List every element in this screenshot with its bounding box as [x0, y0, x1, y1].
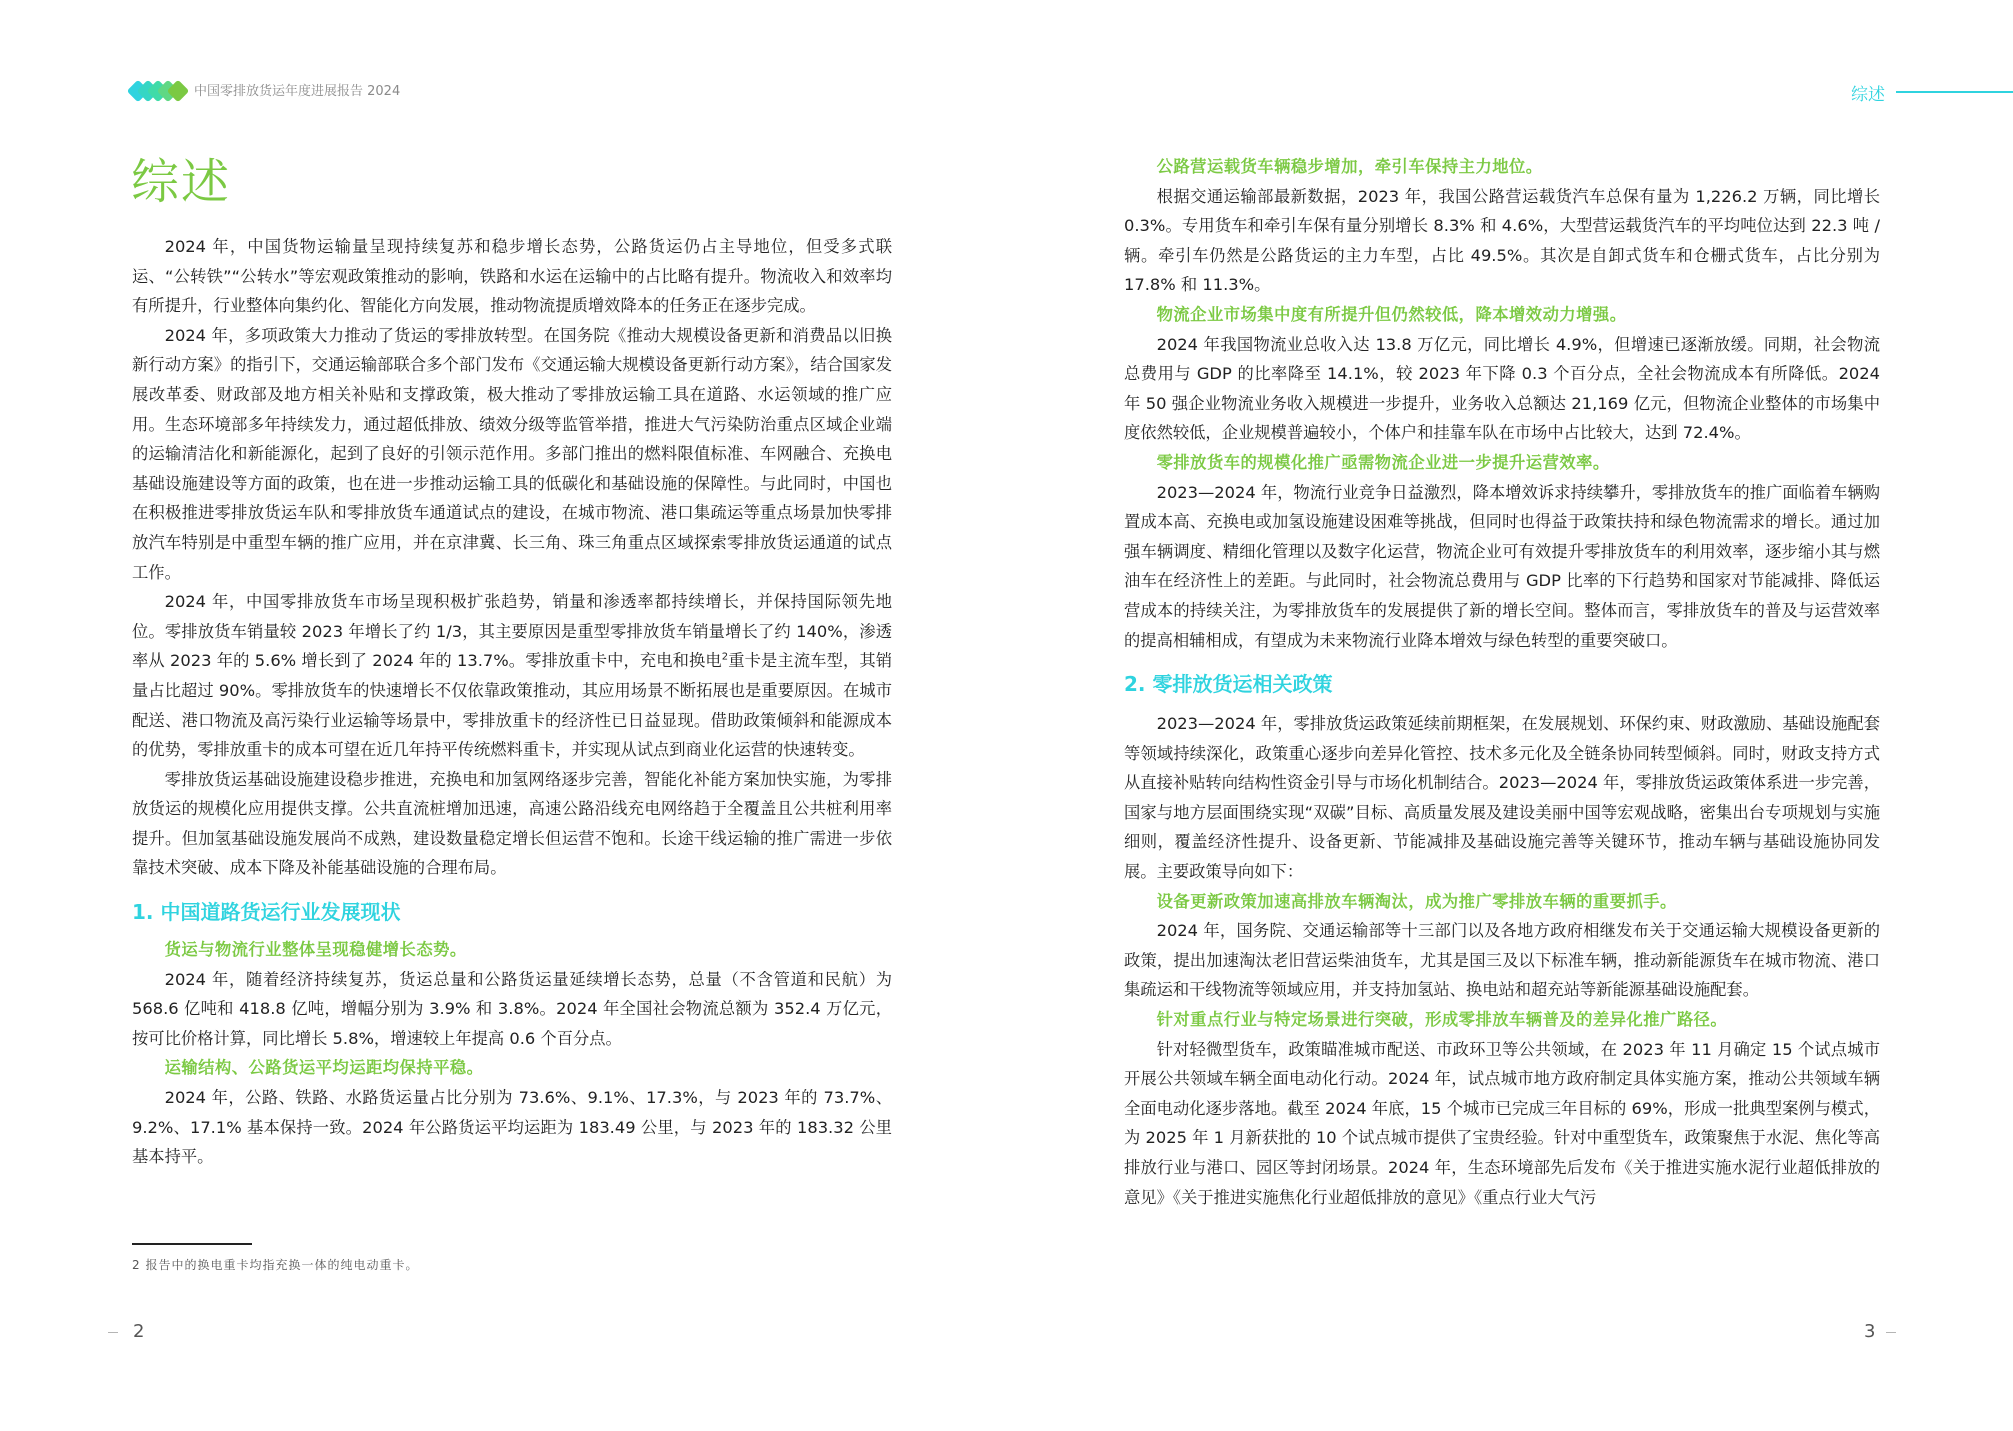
footnote: 2 报告中的换电重卡均指充换一体的纯电动重卡。 — [132, 1258, 419, 1272]
paragraph: 2024 年，公路、铁路、水路货运量占比分别为 73.6%、9.1%、17.3%，与 2023 年的 73.7%、9.2%、17.1% 基本保持一致。2024 年公路货运平均运距为 183.49 公里，与 2023 年的 183.32 公里基本持平。 — [132, 1088, 892, 1167]
page-number-dash — [1886, 1332, 1896, 1333]
paragraph-text: 重卡是主流车型，其销量占比超过 90%。零排放货车的快速增长不仅依靠政策推动，其应用场景不断拓展也是重要原因。在城市配送、港口物流及高污染行业运输等场景中，零排放重卡的经济性已日益显现。借助政策倾斜和能源成本的优势，零排放重卡的成本可望在近几年持平传统燃料重卡，并实现从试点到商业化运营的快速转变。 — [132, 651, 892, 760]
left-column — [132, 232, 892, 1172]
page-number-dash — [108, 1332, 118, 1333]
paragraph: 根据交通运输部最新数据，2023 年，我国公路营运载货汽车总保有量为 1,226.2 万辆，同比增长 0.3%。专用货车和牵引车保有量分别增长 8.3% 和 4.6%，大型营运载货汽车的平均吨位达到 22.3 吨 / 辆。牵引车仍然是公路货运的主力车型，占比 49.5%。其次是自卸式货车和仓栅式货车，占比分别为 17.8% 和 11.3%。 — [1124, 186, 1880, 295]
paragraph: 2024 年，随着经济持续复苏，货运总量和公路货运量延续增长态势，总量（不含管道和民航）为 568.6 亿吨和 418.8 亿吨，增幅分别为 3.9% 和 3.8%。2024 年全国社会物流总额为 352.4 万亿元，按可比价格计算，同比增长 5.8%，增速较上年提高 0.6 个百分点。 — [132, 969, 892, 1048]
subheading: 公路营运载货车辆稳步增加，牵引车保持主力地位。 — [1156, 157, 1543, 176]
paragraph: 2023—2024 年，物流行业竞争日益激烈，降本增效诉求持续攀升，零排放货车的推广面临着车辆购置成本高、充换电或加氢设施建设困难等挑战，但同时也得益于政策扶持和绿色物流需求的增长。通过加强车辆调度、精细化管理以及数字化运营，物流企业可有效提升零排放货车的利用效率，逐步缩小其与燃油车在经济性上的差距。与此同时，社会物流总费用与 GDP 比率的下行趋势和国家对节能减排、降低运营成本的持续关注，为零排放货车的发展提供了新的增长空间。整体而言，零排放货车的普及与运营效率的提高相辅相成，有望成为未来物流行业降本增效与绿色转型的重要突破口。 — [1124, 482, 1880, 650]
subheading: 零排放货车的规模化推广亟需物流企业进一步提升运营效率。 — [1156, 452, 1610, 472]
paragraph-text: 2024 年，中国零排放货车市场呈现积极扩张趋势，销量和渗透率都持续增长，并保持国际领先地位。零排放货车销量较 2023 年增长了约 1/3，其主要原因是重型零排放货车销量增长了约 140%，渗透率从 2023 年的 5.6% 增长到了 2024 年的 13.7%。零排放重卡中，充电和换电 — [132, 592, 892, 671]
paragraph: 2024 年，中国货物运输量呈现持续复苏和稳步增长态势，公路货运仍占主导地位，但受多式联运、“公转铁”“公转水”等宏观政策推动的影响，铁路和水运在运输中的占比略有提升。物流收入和效率均有所提升，行业整体向集约化、智能化方向发展，推动物流提质增效降本的任务正在逐步完成。 — [132, 237, 892, 316]
paragraph: 2024 年我国物流业总收入达 13.8 万亿元，同比增长 4.9%，但增速已逐渐放缓。同期，社会物流总费用与 GDP 的比率降至 14.1%，较 2023 年下降 0.3 个百分点，全社会物流成本有所降低。2024 年 50 强企业物流业务收入规模进一步提升，业务收入总额达 21,169 亿元，但物流企业整体的市场集中度依然较低，企业规模普遍较小，个体户和挂靠车队在市场中占比较大，达到 72.4%。 — [1124, 334, 1880, 443]
footnote-divider — [132, 1243, 252, 1245]
paragraph — [132, 587, 892, 765]
section-heading: 1. 中国道路货运行业发展现状 — [132, 900, 401, 925]
header-rule — [1896, 91, 2013, 93]
subheading: 货运与物流行业整体呈现稳健增长态势。 — [164, 940, 467, 960]
left-page — [0, 0, 1006, 1431]
report-title: 中国零排放货运年度进展报告 2024 — [194, 84, 401, 99]
subheading: 运输结构、公路货运平均运距均保持平稳。 — [164, 1058, 484, 1078]
page-number: 2 — [133, 1321, 145, 1342]
report-logo-icon — [130, 83, 190, 99]
right-column — [1124, 152, 1880, 1212]
section-label: 综述 — [1851, 85, 1885, 105]
subheading: 设备更新政策加速高排放车辆淘汰，成为推广零排放车辆的重要抓手。 — [1156, 891, 1677, 911]
footnote-mark: 2 — [721, 651, 729, 663]
paragraph: 2024 年，多项政策大力推动了货运的零排放转型。在国务院《推动大规模设备更新和消费品以旧换新行动方案》的指引下，交通运输部联合多个部门发布《交通运输大规模设备更新行动方案》，结合国家发展改革委、财政部及地方相关补贴和支撑政策，极大推动了零排放运输工具在道路、水运领域的推广应用。生态环境部多年持续发力，通过超低排放、绩效分级等监管举措，推进大气污染防治重点区域企业端的运输清洁化和新能源化，起到了良好的引领示范作用。多部门推出的燃料限值标准、车网融合、充换电基础设施建设等方面的政策，也在进一步推动运输工具的低碳化和基础设施的保障性。与此同时，中国也在积极推进零排放货运车队和零排放货车通道试点的建设，在城市物流、港口集疏运等重点场景加快零排放汽车特别是中重型车辆的推广应用，并在京津冀、长三角、珠三角重点区域探索零排放货运通道的试点工作。 — [132, 325, 892, 582]
paragraph: 2023—2024 年，零排放货运政策延续前期框架，在发展规划、环保约束、财政激励、基础设施配套等领域持续深化，政策重心逐步向差异化管控、技术多元化及全链条协同转型倾斜。同时，财政支持方式从直接补贴转向结构性资金引导与市场化机制结合。2023—2024 年，零排放货运政策体系进一步完善，国家与地方层面围绕实现“双碳”目标、高质量发展及建设美丽中国等宏观战略，密集出台专项规划与实施细则，覆盖经济性提升、设备更新、节能减排及基础设施完善等关键环节，推动车辆与基础设施协同发展。主要政策导向如下： — [1124, 714, 1880, 882]
section-heading: 2. 零排放货运相关政策 — [1124, 672, 1333, 697]
subheading: 物流企业市场集中度有所提升但仍然较低，降本增效动力增强。 — [1156, 304, 1627, 324]
page-title: 综述 — [131, 154, 232, 210]
subheading: 针对重点行业与特定场景进行突破，形成零排放车辆普及的差异化推广路径。 — [1156, 1010, 1728, 1030]
paragraph: 零排放货运基础设施建设稳步推进，充换电和加氢网络逐步完善，智能化补能方案加快实施，为零排放货运的规模化应用提供支撑。公共直流桩增加迅速，高速公路沿线充电网络趋于全覆盖且公共桩利用率提升。但加氢基础设施发展尚不成熟，建设数量稳定增长但运营不饱和。长途干线运输的推广需进一步依靠技术突破、成本下降及补能基础设施的合理布局。 — [132, 769, 892, 878]
paragraph: 针对轻微型货车，政策瞄准城市配送、市政环卫等公共领域，在 2023 年 11 月确定 15 个试点城市开展公共领域车辆全面电动化行动。2024 年，试点城市地方政府制定具体实施方案，推动公共领域车辆全面电动化逐步落地。截至 2024 年底，15 个城市已完成三年目标的 69%，形成一批典型案例与模式，为 2025 年 1 月新获批的 10 个试点城市提供了宝贵经验。针对中重型货车，政策聚焦于水泥、焦化等高排放行业与港口、园区等封闭场景。2024 年，生态环境部先后发布《关于推进实施水泥行业超低排放的意见》《关于推进实施焦化行业超低排放的意见》《重点行业大气污 — [1124, 1039, 1880, 1207]
paragraph: 2024 年，国务院、交通运输部等十三部门以及各地方政府相继发布关于交通运输大规模设备更新的政策，提出加速淘汰老旧营运柴油货车，尤其是国三及以下标准车辆，推动新能源货车在城市物流、港口集疏运和干线物流等领域应用，并支持加氢站、换电站和超充站等新能源基础设施配套。 — [1124, 921, 1880, 1000]
page-number: 3 — [1864, 1321, 1876, 1342]
